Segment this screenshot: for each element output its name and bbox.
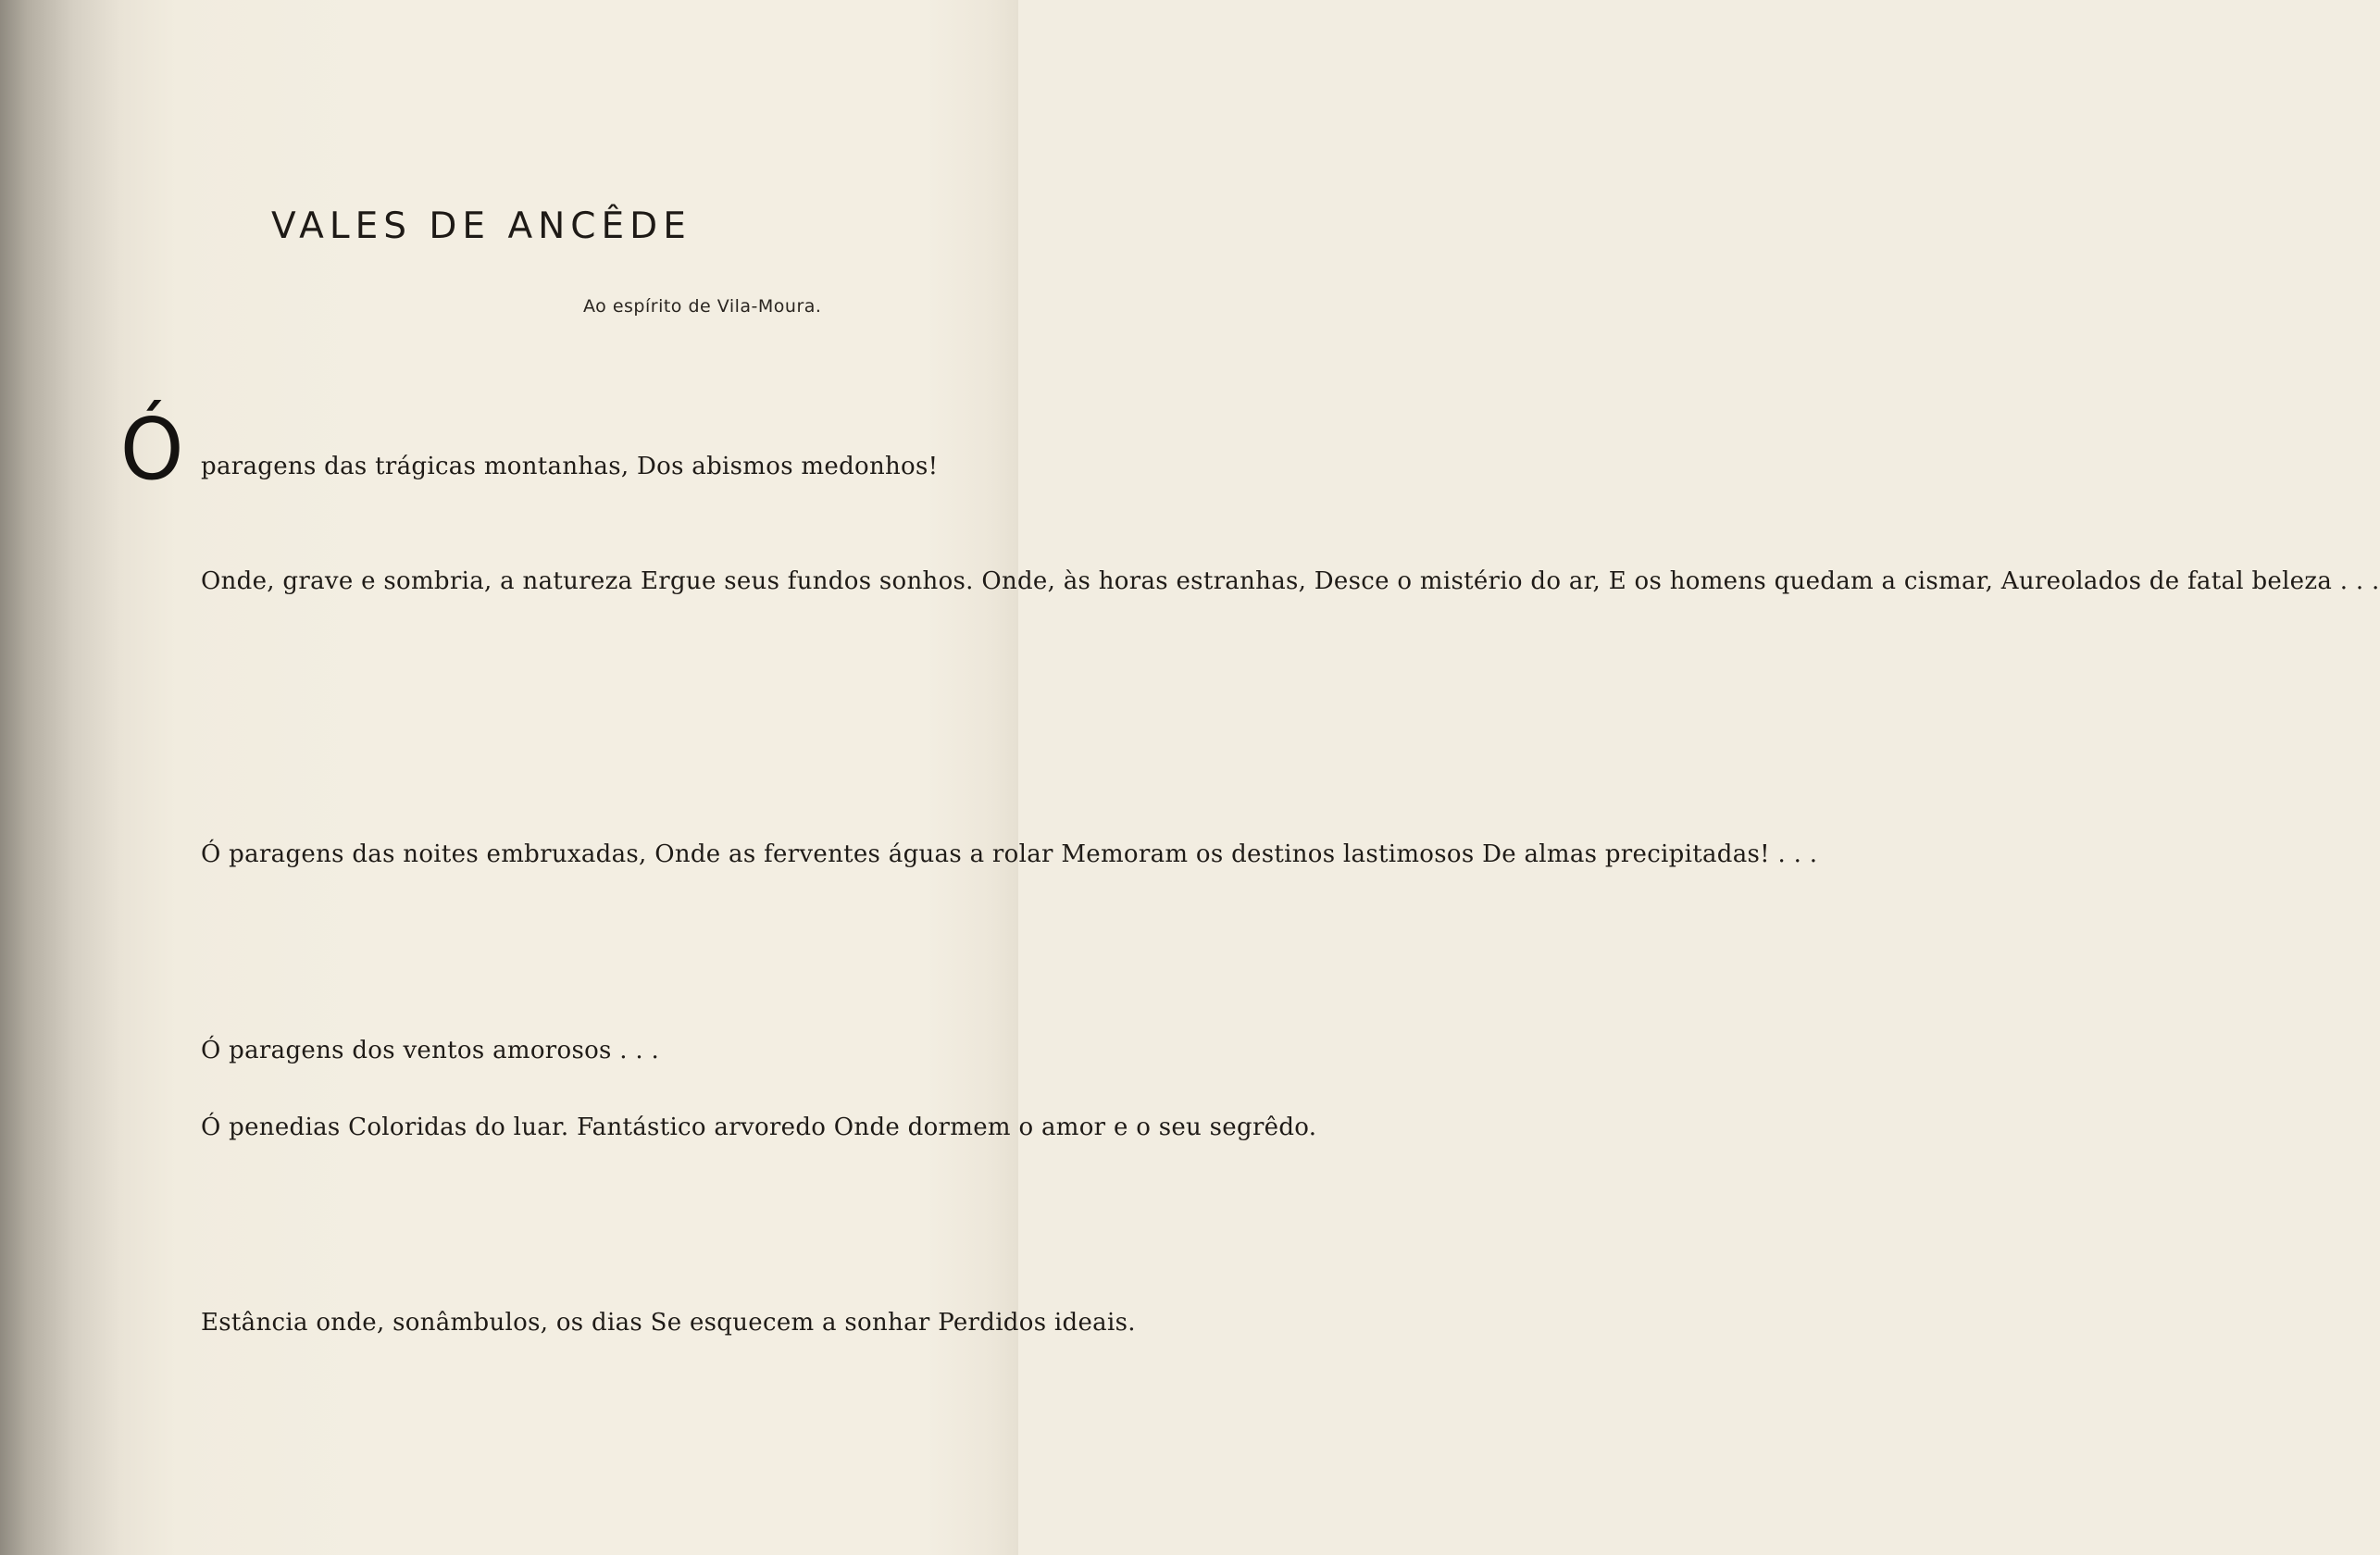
dedication: Ao espírito de Vila-Moura. xyxy=(583,296,822,317)
verse-line: Ergue seus fundos sonhos. xyxy=(640,567,974,595)
verse-line: De almas precipitadas! . . . xyxy=(1482,840,1818,868)
verse-line: Ó penedias xyxy=(201,1113,341,1141)
verse-line: Ó paragens dos ventos amorosos . . . xyxy=(201,1037,660,1064)
verse-line: Coloridas do luar. xyxy=(348,1113,569,1141)
poem-title: VALES DE ANCÊDE xyxy=(271,205,692,247)
verse-line: paragens das trágicas montanhas, xyxy=(201,453,629,480)
stanza-3 xyxy=(201,835,1817,874)
verse-line: Onde, às horas estranhas, xyxy=(981,567,1307,595)
stanza-6 xyxy=(201,1303,1136,1342)
stanza-2 xyxy=(201,562,2380,601)
drop-cap: Ó xyxy=(119,400,184,499)
verse-line: Dos abismos medonhos! xyxy=(637,453,939,480)
verse-line: Se esquecem a sonhar xyxy=(650,1309,930,1337)
verse-line: Perdidos ideais. xyxy=(938,1309,1136,1337)
stanza-1 xyxy=(201,447,938,486)
verse-line: Onde dormem o amor e o seu segrêdo. xyxy=(833,1113,1317,1141)
verse-line: Memoram os destinos lastimosos xyxy=(1061,840,1475,868)
stanza-5 xyxy=(201,1108,1316,1147)
verse-line: Aureolados de fatal beleza . . . xyxy=(2000,567,2380,595)
verse-line: Onde as ferventes águas a rolar xyxy=(654,840,1053,868)
verse-line: Desce o mistério do ar, xyxy=(1314,567,1601,595)
verse-line: Onde, grave e sombria, a natureza xyxy=(201,567,633,595)
verse-line: E os homens quedam a cismar, xyxy=(1608,567,1994,595)
verse-line: Estância onde, sonâmbulos, os dias xyxy=(201,1309,643,1337)
verse-line: Fantástico arvoredo xyxy=(577,1113,827,1141)
verse-line: Ó paragens das noites embruxadas, xyxy=(201,840,647,868)
stanza-4 xyxy=(201,1031,659,1070)
